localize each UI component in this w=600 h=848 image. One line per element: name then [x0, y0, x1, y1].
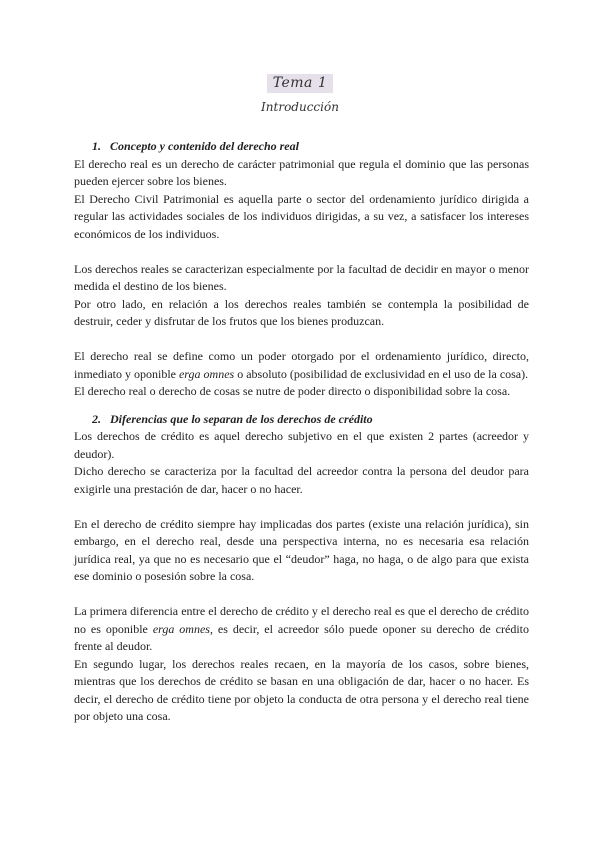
s2-paragraph-2: Dicho derecho se caracteriza por la facultad del acreedor contra la persona del deudor para exigirle una prestación de dar, hacer o no hacer. [74, 464, 529, 496]
section-2-heading [92, 411, 529, 429]
spacer [74, 498, 529, 516]
section-1-heading [92, 138, 529, 156]
s1-paragraph-2: El Derecho Civil Patrimonial es aquella parte o sector del ordenamiento jurídico dirigida a regular las actividades sociales de los individuos dirigidas, a su vez, a satisfacer los intereses económicos de los individuos. [74, 191, 529, 241]
s1-paragraph-3: Los derechos reales se caracterizan especialmente por la facultad de decidir en mayor o menor medida el destino de los bienes. [74, 261, 529, 293]
s1-paragraph-5 [74, 348, 529, 383]
subtitle-wrap [0, 98, 600, 116]
s2-p4-emphasis: erga omnes [152, 621, 210, 636]
s2-paragraph-3: En el derecho de crédito siempre hay implicadas dos partes (existe una relación jurídica), sin embargo, en el derecho real, desde una perspectiva interna, no es necesaria esa relación jurídica real, ya que no es necesario que el “deudor” haga, no haga, o de algo para que exista ese dominio o posesión sobre la cosa. [74, 516, 529, 583]
spacer [74, 586, 529, 604]
s1-p5-emphasis: erga omnes [178, 366, 235, 381]
section-2-title: Diferencias que lo separan de los derechos de crédito [110, 411, 373, 426]
s2-paragraph-5: En segundo lugar, los derechos reales recaen, en la mayoría de los casos, sobre bienes, mientras que los derechos de crédito se basan en una obligación de dar, hacer o no hacer. Es decir, el derecho de crédito tiene por objeto la conducta de otra persona y el derecho real tiene por objeto una cosa. [74, 656, 529, 723]
section-1-title: Concepto y contenido del derecho real [110, 139, 299, 153]
s2-p4-text-a: La primera diferencia entre el derecho de crédito y el derecho real es que el derecho de crédito no es oponible [74, 604, 529, 636]
page-subtitle: Introducción [261, 100, 339, 114]
s2-p4-text-b: , es decir, el acreedor sólo puede oponer su derecho de crédito frente al deudor. [74, 621, 529, 653]
s1-paragraph-1: El derecho real es un derecho de carácter patrimonial que regula el dominio que las personas pueden ejercer sobre los bienes. [74, 156, 529, 188]
spacer [74, 331, 529, 349]
s1-p5-text-a: El derecho real se define como un poder otorgado por el ordenamiento jurídico, directo, inmediato y oponible [74, 349, 529, 381]
s2-paragraph-1: Los derechos de crédito es aquel derecho subjetivo en el que existen 2 partes (acreedor y deudor). [74, 429, 529, 461]
page-title: Tema 1 [267, 74, 334, 93]
spacer [74, 401, 529, 411]
document-body [74, 138, 529, 726]
s1-paragraph-4: Por otro lado, en relación a los derechos reales también se contempla la posibilidad de destruir, ceder y disfrutar de los frutos que los bienes produzcan. [74, 296, 529, 328]
section-1-number: 1. [92, 139, 101, 153]
s2-paragraph-4 [74, 603, 529, 656]
section-2-number: 2. [92, 411, 101, 426]
s1-paragraph-6: El derecho real o derecho de cosas se nutre de poder directo o disponibilidad sobre la cosa. [74, 384, 511, 398]
spacer [74, 243, 529, 261]
title-wrap [0, 74, 600, 93]
s1-p5-text-b: o absoluto (posibilidad de exclusividad en el uso de la cosa). [234, 366, 529, 381]
